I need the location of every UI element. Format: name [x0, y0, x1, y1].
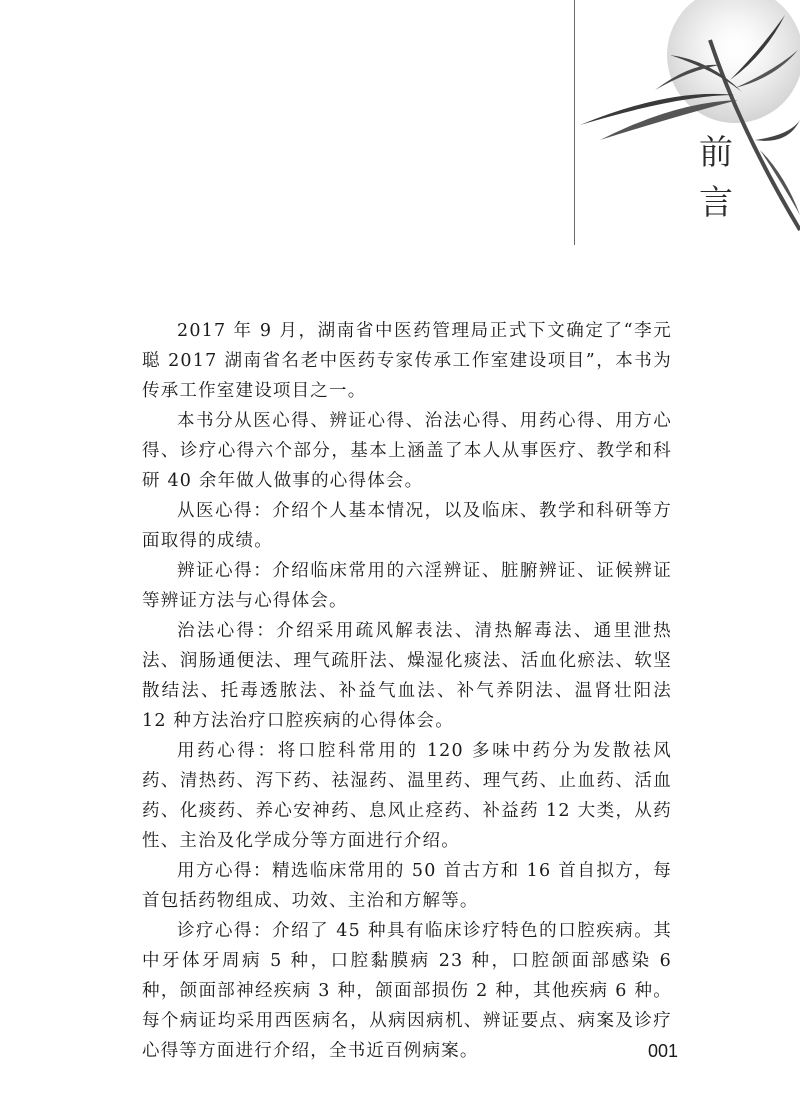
title-char: 前	[699, 133, 733, 173]
title-char: 言	[699, 183, 733, 223]
paragraph: 从医心得：介绍个人基本情况，以及临床、教学和科研等方面取得的成绩。	[142, 501, 672, 551]
paragraph: 辨证心得：介绍临床常用的六淫辨证、脏腑辨证、证候辨证等辨证方法与心得体会。	[142, 561, 672, 611]
paragraph: 用药心得：将口腔科常用的 120 多味中药分为发散祛风药、清热药、泻下药、祛湿药、温里药、理气药、止血药、活血药、化痰药、养心安神药、息风止痉药、补益药 12 大类，从药性、主治及化学成分等方面进行介绍。	[142, 741, 672, 851]
page-title	[686, 128, 746, 228]
paragraph: 治法心得：介绍采用疏风解表法、清热解毒法、通里泄热法、润肠通便法、理气疏肝法、燥湿化痰法、活血化瘀法、软坚散结法、托毒透脓法、补益气血法、补气养阴法、温肾壮阳法 12 种方法治疗口腔疾病的心得体会。	[142, 621, 672, 731]
paragraph: 用方心得：精选临床常用的 50 首古方和 16 首自拟方，每首包括药物组成、功效、主治和方解等。	[142, 861, 672, 911]
page-number: 001	[648, 1041, 679, 1061]
bamboo-leaf	[755, 120, 800, 141]
bamboo-moon-illustration	[560, 0, 800, 250]
bamboo-leaf	[760, 150, 800, 215]
preface-body	[142, 316, 672, 1066]
paragraph: 本书分从医心得、辨证心得、治法心得、用药心得、用方心得、诊疗心得六个部分，基本上涵盖了本人从事医疗、教学和科研 40 余年做人做事的心得体会。	[142, 411, 672, 491]
paragraph: 2017 年 9 月，湖南省中医药管理局正式下文确定了“李元聪 2017 湖南省名老中医药专家传承工作室建设项目”，本书为传承工作室建设项目之一。	[142, 321, 672, 401]
paragraph: 诊疗心得：介绍了 45 种具有临床诊疗特色的口腔疾病。其中牙体牙周病 5 种，口腔黏膜病 23 种，口腔颌面部感染 6 种，颌面部神经疾病 3 种，颌面部损伤 2 种，其他疾病 6 种。每个病证均采用西医病名，从病因病机、辨证要点、病案及诊疗心得等方面进行介绍，全书近百例病案。	[142, 921, 672, 1061]
